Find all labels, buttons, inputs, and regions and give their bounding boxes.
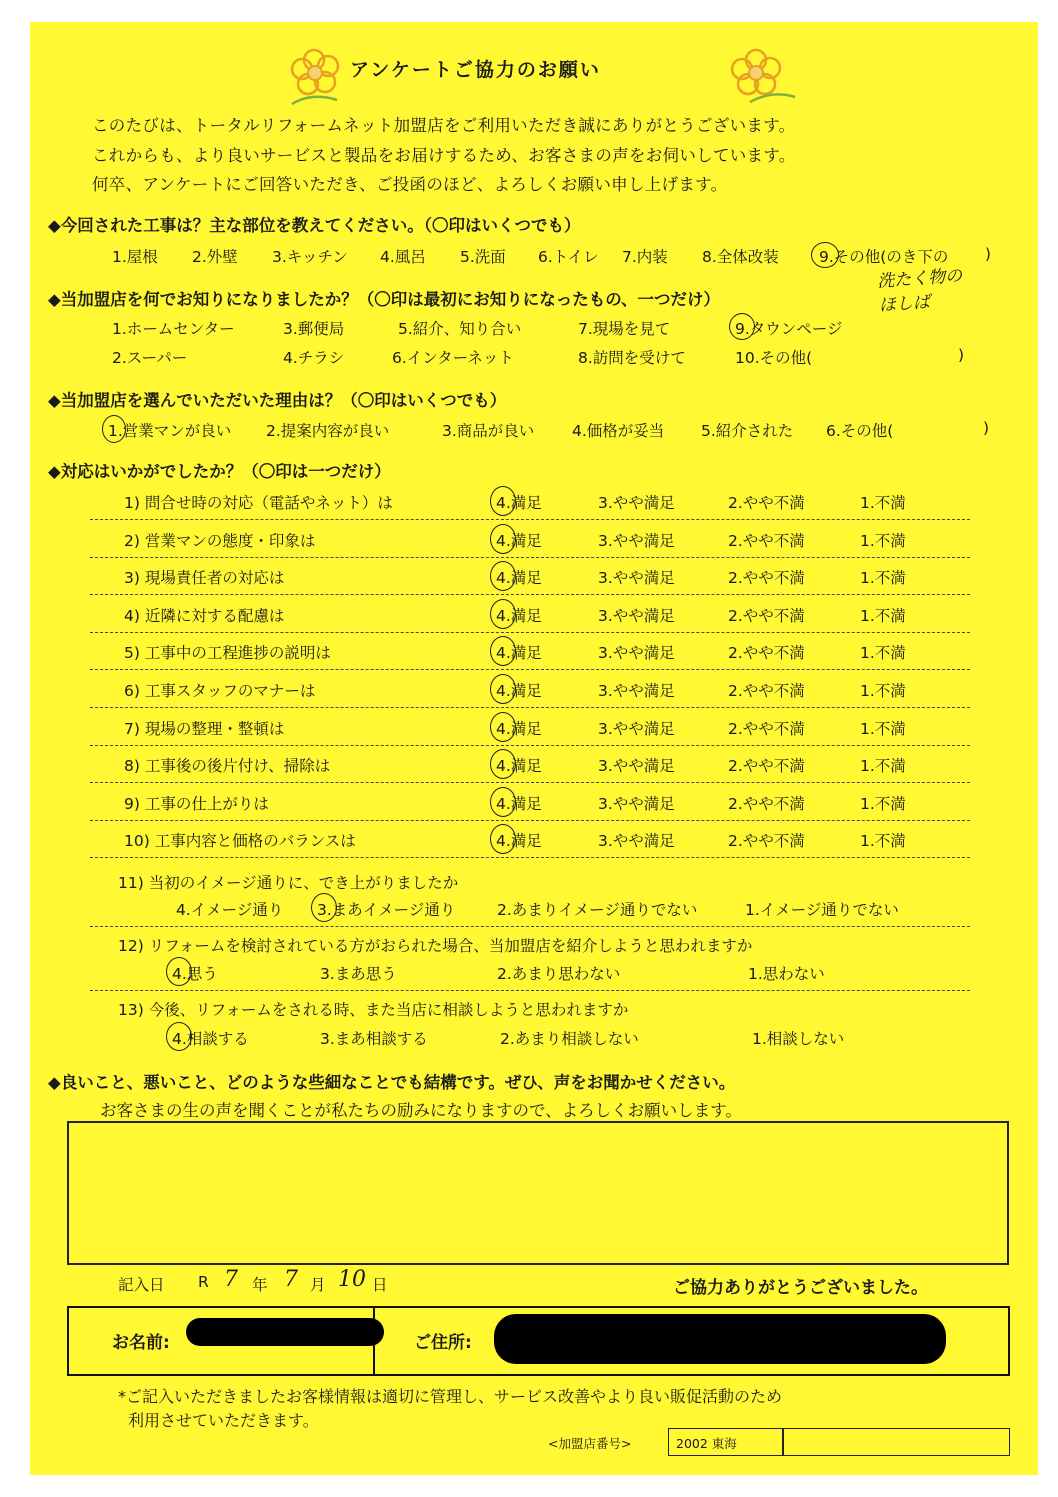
rating-option[interactable]: 1.不満: [860, 607, 906, 625]
q2-heading: ◆当加盟店を何でお知りになりましたか？（〇印は最初にお知りになったもの、一つだけ）: [48, 290, 721, 309]
answer-circle-mark: [729, 313, 755, 340]
q4-heading: ◆対応はいかがでしたか？（〇印は一つだけ）: [48, 462, 391, 481]
date-month-unit: 月: [310, 1276, 326, 1294]
rating-option[interactable]: 4.満足: [496, 795, 542, 813]
answer-circle-mark: [490, 787, 516, 817]
rating-option[interactable]: 3.やや満足: [598, 607, 675, 625]
rating-row-label: 5) 工事中の工程進捗の説明は: [124, 644, 331, 662]
q13-option-2[interactable]: 2.あまり相談しない: [500, 1030, 639, 1048]
rating-option[interactable]: 4.満足: [496, 644, 542, 662]
rating-option[interactable]: 1.不満: [860, 494, 906, 512]
address-redaction[interactable]: [494, 1314, 946, 1364]
q2-option-2[interactable]: 2.スーパー: [112, 349, 188, 367]
rating-option[interactable]: 2.やや不満: [728, 832, 805, 850]
privacy-line-1: *ご記入いただきましたお客様情報は適切に管理し、サービス改善やより良い販促活動のため: [118, 1387, 783, 1406]
row-divider: [90, 707, 970, 708]
date-day-value[interactable]: 10: [338, 1267, 366, 1292]
q11-option-2[interactable]: 2.あまりイメージ通りでない: [497, 901, 698, 919]
date-year-value[interactable]: 7: [224, 1267, 238, 1292]
q3-option-3[interactable]: 3.商品が良い: [442, 422, 535, 440]
q11-text: 11) 当初のイメージ通りに、でき上がりましたか: [118, 874, 459, 892]
answer-circle-mark: [811, 242, 839, 268]
rating-row-label: 8) 工事後の後片付け、掃除は: [124, 757, 331, 775]
rating-option[interactable]: 2.やや不満: [728, 532, 805, 550]
answer-circle-mark: [490, 749, 516, 779]
row-divider: [90, 519, 970, 520]
name-label: お名前:: [112, 1333, 170, 1353]
date-month-value[interactable]: 7: [284, 1267, 298, 1292]
q2-option-10[interactable]: 10.その他(: [735, 349, 813, 367]
row-divider: [90, 782, 970, 783]
rating-option[interactable]: 4.満足: [496, 757, 542, 775]
name-redaction[interactable]: [186, 1318, 384, 1346]
row-divider: [90, 857, 970, 858]
rating-option[interactable]: 2.やや不満: [728, 607, 805, 625]
q12-option-4[interactable]: 4.思う: [172, 965, 218, 983]
answer-circle-mark: [490, 524, 516, 554]
q1-option-3[interactable]: 3.キッチン: [272, 248, 348, 266]
q1-option-2[interactable]: 2.外壁: [192, 248, 238, 266]
q12-option-3[interactable]: 3.まあ思う: [320, 965, 397, 983]
q1-handwritten-note: 洗たく物の ほしば: [876, 266, 963, 316]
q3-option-2[interactable]: 2.提案内容が良い: [266, 422, 390, 440]
q2-option-1[interactable]: 1.ホームセンター: [112, 320, 235, 338]
answer-circle-mark: [311, 893, 337, 922]
rating-option[interactable]: 2.やや不満: [728, 757, 805, 775]
rating-option[interactable]: 4.満足: [496, 532, 542, 550]
store-code-extra-box: [782, 1428, 1010, 1456]
answer-circle-mark: [490, 712, 516, 742]
rating-row-label: 4) 近隣に対する配慮は: [124, 607, 285, 625]
q11-option-4[interactable]: 4.イメージ通り: [176, 901, 284, 919]
q3-option-4[interactable]: 4.価格が妥当: [572, 422, 665, 440]
q11-option-1[interactable]: 1.イメージ通りでない: [745, 901, 899, 919]
intro-line-2: これからも、より良いサービスと製品をお届けするため、お客さまの声をお伺いしています。: [92, 146, 796, 165]
row-divider: [90, 632, 970, 633]
survey-title: アンケートご協力のお願い: [350, 59, 601, 81]
rating-option[interactable]: 3.やや満足: [598, 569, 675, 587]
q3-option-1[interactable]: 1.営業マンが良い: [108, 422, 232, 440]
rating-option[interactable]: 2.やや不満: [728, 494, 805, 512]
q3-heading: ◆当加盟店を選んでいただいた理由は？（〇印はいくつでも）: [48, 391, 507, 410]
flower-right-icon: [720, 42, 800, 112]
q2-option-10-close: ): [958, 346, 965, 364]
answer-circle-mark: [166, 1022, 192, 1051]
rating-option[interactable]: 2.やや不満: [728, 682, 805, 700]
answer-circle-mark: [490, 486, 516, 516]
rating-option[interactable]: 1.不満: [860, 720, 906, 738]
q11-option-3[interactable]: 3.まあイメージ通り: [317, 901, 456, 919]
q3-option-6[interactable]: 6.その他(: [826, 422, 894, 440]
rating-row-label: 2) 営業マンの態度・印象は: [124, 532, 316, 550]
rating-option[interactable]: 1.不満: [860, 832, 906, 850]
rating-row-label: 7) 現場の整理・整頓は: [124, 720, 285, 738]
address-label: ご住所:: [414, 1333, 472, 1353]
q2-option-4[interactable]: 4.チラシ: [283, 349, 345, 367]
q2-option-3[interactable]: 3.郵便局: [283, 320, 345, 338]
rating-option[interactable]: 3.やや満足: [598, 682, 675, 700]
answer-circle-mark: [166, 957, 192, 986]
intro-line-1: このたびは、トータルリフォームネット加盟店をご利用いただき誠にありがとうございます。: [92, 116, 796, 135]
q13-text: 13) 今後、リフォームをされる時、また当店に相談しようと思われますか: [118, 1001, 629, 1019]
q1-option-8[interactable]: 8.全体改装: [702, 248, 779, 266]
q3-option-6-close: ): [983, 419, 990, 437]
thanks-message: ご協力ありがとうございました。: [673, 1278, 928, 1298]
row-divider: [90, 594, 970, 595]
rating-option[interactable]: 3.やや満足: [598, 832, 675, 850]
q12-option-1[interactable]: 1.思わない: [748, 965, 825, 983]
rating-row-label: 10) 工事内容と価格のバランスは: [124, 832, 356, 850]
q12-text: 12) リフォームを検討されている方がおられた場合、当加盟店を紹介しようと思われますか: [118, 937, 753, 955]
q1-option-1[interactable]: 1.屋根: [112, 248, 158, 266]
rating-option[interactable]: 3.やや満足: [598, 795, 675, 813]
row-divider: [90, 926, 970, 927]
rating-option[interactable]: 3.やや満足: [598, 757, 675, 775]
row-divider: [90, 669, 970, 670]
rating-option[interactable]: 1.不満: [860, 569, 906, 587]
rating-option[interactable]: 3.やや満足: [598, 644, 675, 662]
q2-option-7[interactable]: 7.現場を見て: [578, 320, 671, 338]
date-year-unit: 年: [252, 1276, 268, 1294]
rating-option[interactable]: 4.満足: [496, 569, 542, 587]
date-day-unit: 日: [372, 1276, 388, 1294]
q12-option-2[interactable]: 2.あまり思わない: [497, 965, 621, 983]
rating-row-label: 1) 問合せ時の対応（電話やネット）は: [124, 494, 393, 512]
store-code-label: <加盟店番号>: [548, 1436, 632, 1451]
intro-line-3: 何卒、アンケートにご回答いただき、ご投函のほど、よろしくお願い申し上げます。: [92, 175, 728, 194]
rating-row-label: 3) 現場責任者の対応は: [124, 569, 285, 587]
rating-option[interactable]: 2.やや不満: [728, 569, 805, 587]
answer-circle-mark: [490, 674, 516, 704]
answer-circle-mark: [102, 415, 126, 443]
rating-option[interactable]: 1.不満: [860, 644, 906, 662]
q1-option-5[interactable]: 5.洗面: [460, 248, 506, 266]
row-divider: [90, 557, 970, 558]
q1-option-9-close: ): [985, 245, 991, 263]
rating-option[interactable]: 2.やや不満: [728, 644, 805, 662]
rating-row-label: 6) 工事スタッフのマナーは: [124, 682, 316, 700]
date-label: 記入日: [118, 1276, 165, 1294]
row-divider: [90, 745, 970, 746]
comments-subheading: お客さまの生の声を聞くことが私たちの励みになりますので、よろしくお願いします。: [100, 1101, 742, 1120]
rating-option[interactable]: 4.満足: [496, 682, 542, 700]
comments-heading: ◆良いこと、悪いこと、どのような些細なことでも結構です。ぜひ、声をお聞かせください。: [48, 1073, 736, 1092]
rating-option[interactable]: 1.不満: [860, 532, 906, 550]
rating-option[interactable]: 1.不満: [860, 757, 906, 775]
rating-option[interactable]: 4.満足: [496, 832, 542, 850]
rating-option[interactable]: 3.やや満足: [598, 532, 675, 550]
answer-circle-mark: [490, 636, 516, 666]
privacy-line-2: 利用させていただきます。: [128, 1411, 319, 1430]
rating-option[interactable]: 1.不満: [860, 682, 906, 700]
rating-option[interactable]: 3.やや満足: [598, 720, 675, 738]
comments-textarea[interactable]: [67, 1121, 1009, 1265]
answer-circle-mark: [490, 599, 516, 629]
q2-option-8[interactable]: 8.訪問を受けて: [578, 349, 686, 367]
answer-circle-mark: [490, 824, 516, 854]
q1-option-6[interactable]: 6.トイレ: [538, 248, 599, 266]
q2-option-5[interactable]: 5.紹介、知り合い: [398, 320, 522, 338]
q13-option-3[interactable]: 3.まあ相談する: [320, 1030, 428, 1048]
rating-option[interactable]: 4.満足: [496, 607, 542, 625]
row-divider: [90, 820, 970, 821]
q2-option-6[interactable]: 6.インターネット: [392, 349, 514, 367]
rating-option[interactable]: 3.やや満足: [598, 494, 675, 512]
rating-option[interactable]: 4.満足: [496, 494, 542, 512]
date-era: R: [198, 1273, 209, 1291]
q1-option-4[interactable]: 4.風呂: [380, 248, 426, 266]
q1-option-7[interactable]: 7.内装: [622, 248, 668, 266]
store-code-value: 2002 東海: [676, 1436, 737, 1451]
q1-heading: ◆今回された工事は？主な部位を教えてください。（〇印はいくつでも）: [48, 216, 581, 235]
answer-circle-mark: [490, 561, 516, 591]
q13-option-4[interactable]: 4.相談する: [172, 1030, 249, 1048]
rating-option[interactable]: 2.やや不満: [728, 795, 805, 813]
q13-option-1[interactable]: 1.相談しない: [752, 1030, 845, 1048]
q1-option-9[interactable]: 9.その他(のき下の: [819, 248, 949, 266]
row-divider: [90, 990, 970, 991]
rating-row-label: 9) 工事の仕上がりは: [124, 795, 269, 813]
q3-option-5[interactable]: 5.紹介された: [701, 422, 794, 440]
q2-option-9[interactable]: 9.タウンページ: [735, 320, 843, 338]
rating-option[interactable]: 4.満足: [496, 720, 542, 738]
rating-option[interactable]: 1.不満: [860, 795, 906, 813]
rating-option[interactable]: 2.やや不満: [728, 720, 805, 738]
